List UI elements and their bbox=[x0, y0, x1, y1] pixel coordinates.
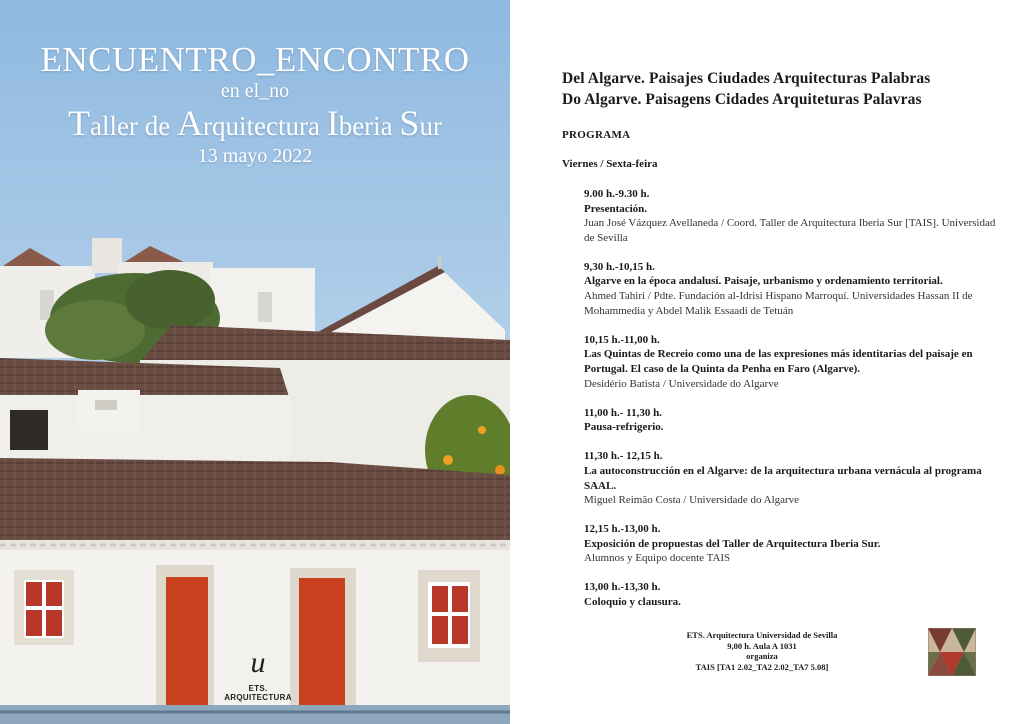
item-title: Pausa-refrigerio. bbox=[584, 421, 664, 434]
item-title: Algarve en la época andalusí. Paisaje, urbanismo y ordenamiento territorial. bbox=[584, 275, 943, 288]
item-time: 11,00 h.- 11,30 h. bbox=[584, 406, 662, 419]
item-speaker: Ahmed Tahiri / Pdte. Fundación al-Idrisi Hispano Marroquí. Universidades Hassan II de Mohammedia y Abdel Malik Essaadi de Tetuán bbox=[584, 290, 973, 317]
cover-panel bbox=[0, 0, 510, 724]
program-item bbox=[584, 449, 1004, 507]
program-item bbox=[584, 522, 1004, 566]
venue-line: ETS. Arquitectura Universidad de Sevilla bbox=[686, 630, 838, 640]
program-item bbox=[584, 580, 1004, 609]
program-label: PROGRAMA bbox=[562, 129, 631, 141]
university-logo bbox=[218, 648, 298, 702]
item-speaker: Desidério Batista / Universidade do Algarve bbox=[584, 377, 779, 390]
cover-subtitle: en el_no bbox=[220, 80, 290, 102]
item-time: 13,00 h.-13,30 h. bbox=[584, 581, 661, 594]
organizer-label: organiza bbox=[746, 651, 778, 662]
organizer-groups: TAIS [TA1 2.02_TA2 2.02_TA7 5.08] bbox=[695, 661, 829, 672]
school-name: ETS. ARQUITECTURA bbox=[224, 684, 292, 702]
item-title: Exposición de propuestas del Taller de Arquitectura Iberia Sur. bbox=[584, 537, 881, 550]
item-title: La autoconstrucción en el Algarve: de la arquitectura urbana vernácula al programa SAAL. bbox=[584, 464, 982, 492]
item-time: 11,30 h.- 12,15 h. bbox=[584, 450, 663, 463]
program-heading bbox=[562, 68, 930, 110]
item-time: 10,15 h.-11,00 h. bbox=[584, 333, 660, 346]
item-title: Coloquio y clausura. bbox=[584, 596, 681, 609]
tais-tile-logo bbox=[928, 628, 976, 676]
cover-title-block bbox=[0, 40, 510, 169]
item-speaker: Miguel Reimão Costa / Universidade do Algarve bbox=[584, 494, 800, 507]
item-speaker: Juan José Vázquez Avellaneda / Coord. Taller de Arquitectura Iberia Sur [TAIS]. Universidad de Sevilla bbox=[584, 217, 996, 244]
item-title: Presentación. bbox=[584, 202, 648, 215]
program-item bbox=[584, 406, 1004, 435]
cover-taller: Taller de Arquitectura Iberia Sur bbox=[68, 103, 442, 143]
heading-portuguese: Do Algarve. Paisagens Cidades Arquiteturas Palavras bbox=[562, 91, 922, 108]
program-day: Viernes / Sexta-feira bbox=[562, 158, 658, 170]
program-list bbox=[584, 187, 1004, 624]
item-time: 9.00 h.-9.30 h. bbox=[584, 188, 650, 200]
program-item bbox=[584, 187, 1004, 245]
item-time: 12,15 h.-13,00 h. bbox=[584, 523, 661, 536]
heading-spanish: Del Algarve. Paisajes Ciudades Arquitecturas Palabras bbox=[562, 70, 931, 87]
venue-time-room: 9,00 h. Aula A 1031 bbox=[727, 640, 797, 651]
program-item bbox=[584, 333, 1004, 391]
item-speaker: Alumnos y Equipo docente TAIS bbox=[584, 552, 731, 565]
cover-title: ENCUENTRO_ENCONTRO bbox=[40, 40, 470, 79]
cover-date: 13 mayo 2022 bbox=[197, 145, 313, 167]
program-item bbox=[584, 260, 1004, 318]
item-title: Las Quintas de Recreio como una de las expresiones más identitarias del paisaje en Portugal. El caso de la Quinta da Penha en Faro (Algarve). bbox=[584, 348, 973, 375]
venue-footer bbox=[672, 630, 852, 672]
university-logo-mark: u bbox=[250, 646, 266, 679]
item-time: 9,30 h.-10,15 h. bbox=[584, 260, 655, 273]
program-panel bbox=[510, 0, 1024, 724]
